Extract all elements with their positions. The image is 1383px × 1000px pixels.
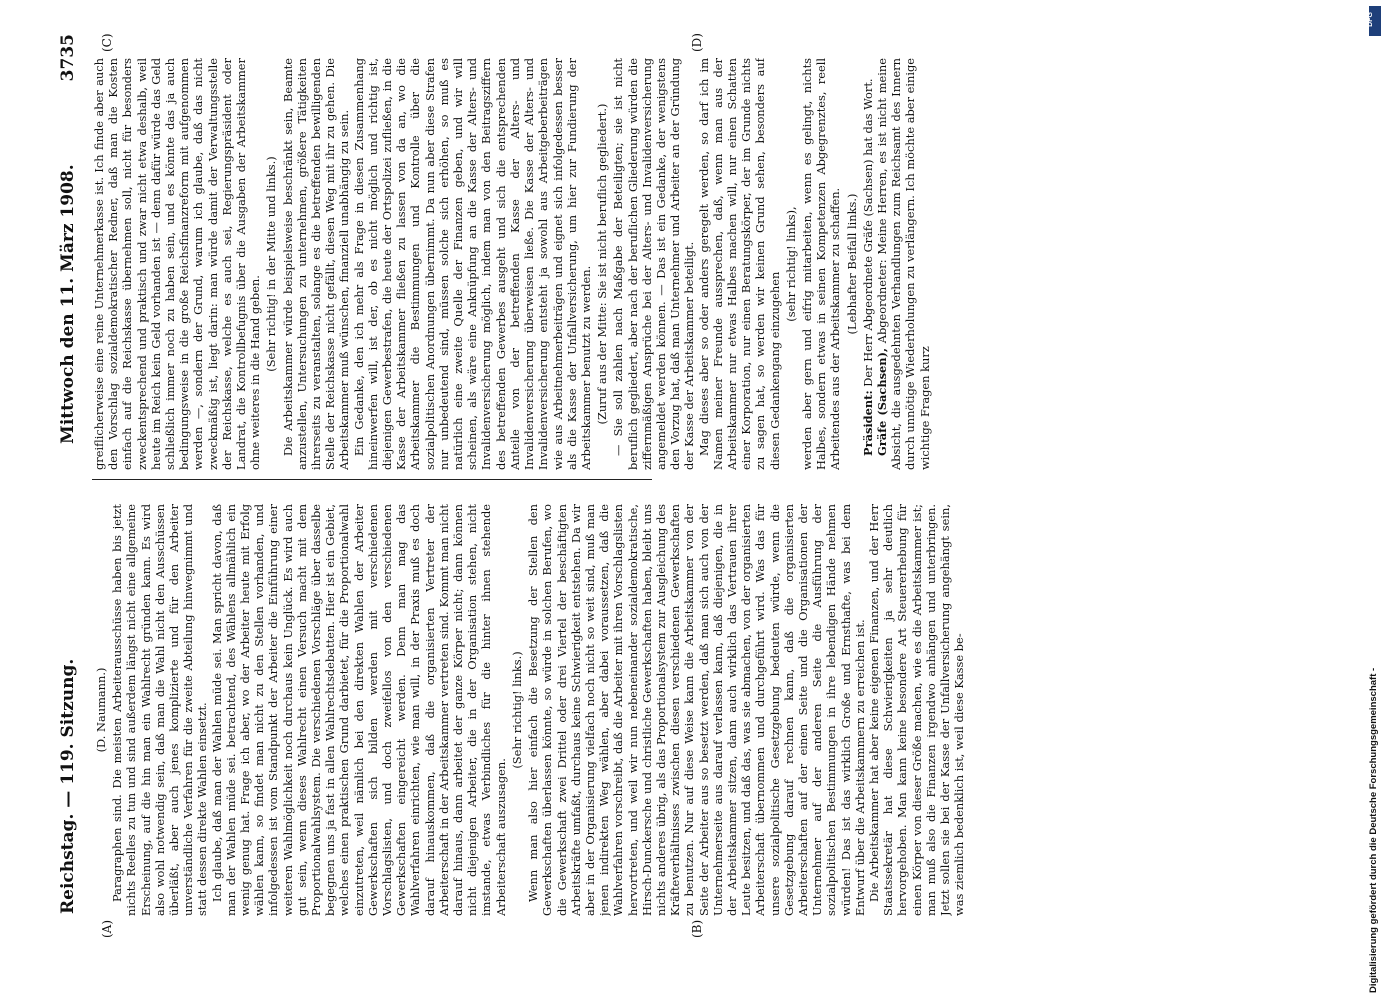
interjection: (sehr richtig! links),: [783, 206, 798, 322]
margin-marker-b: (B): [690, 919, 704, 938]
margin-marker-c: (C): [100, 33, 114, 52]
digitization-note-text: Digitalisierung gefördert durch die Deutsche Forschungsgemeinschaft -: [1368, 667, 1379, 993]
paragraph: werden aber gern und eifrig mitarbeiten, wenn es gelingt, nichts Halbes, sondern etwas in seinen Kompetenzen Abgegrenztes, reell Arbeitendes aus der Arbeitskammer zu schaffen.: [799, 58, 843, 470]
page-header: [58, 34, 86, 914]
dfg-logo-text: DFG: [1366, 12, 1374, 27]
left-column-text: [94, 504, 966, 916]
paragraph: — Sie soll zahlen nach Maßgabe der Beteiligten; sie ist nicht beruflich gegliedert, aber nach der beruflichen Gliederung würden die ziffernmäßigen Ansprüche bei der Alters- und Invalidenversicherung angemeldet werden können. — Das ist ein Gedanke, der wenigstens den Vorzug hat, daß man Unternehmer und Arbeiter an der Gründung der Kasse der Arbeitskammer beteiligt.: [611, 58, 697, 470]
paragraph: Die Arbeitskammer hat aber keine eigenen Finanzen, und der Herr Staatssekretär hat diese Schwierigkeiten ja sehr deutlich hervorgehoben. Man kann keine besondere Art Steuererhebung für einen Körper von dieser Größe machen, wie es die Arbeitskammer ist; man muß also die Finanzen irgendwo anhängen und unterbringen. Jetzt sollen sie bei der Kasse der Unfallversicherung angehängt sein, was ziemlich bedenklich ist, weil diese Kasse be-: [866, 504, 967, 916]
right-column: [92, 58, 1222, 470]
right-column-text: [92, 58, 932, 470]
margin-marker-d: (D): [690, 33, 704, 52]
interjection: (Lebhafter Beifall links.): [844, 193, 859, 335]
speaker-text: Abgeordneter: Meine Herren, es ist nicht meine Absicht, die ausgedehnten Verhandlungen zum Reichsamt des Innern durch unnötige Wiederholungen zu verlängern. Ich möchte aber einige wichtige Fragen kurz: [874, 58, 932, 470]
header-date: Mittwoch den 11. März 1908.: [58, 164, 78, 444]
president-paragraph: [861, 58, 875, 470]
header-page-number: 3735: [58, 34, 78, 82]
paragraph: Mag dieses aber so oder anders geregelt werden, so darf ich im Namen meiner Freunde aussprechen, daß, wenn man aus der Arbeitskammer nur etwas Halbes machen will, nur einen Schatten einer Korporation, nur einen Beratungskörper, der im Grunde nichts zu sagen hat, so werden wir keinen Grund sehen, besonders auf diesen Gedankengang einzugehen: [696, 58, 782, 470]
paragraph: Die Arbeitskammer würde beispielsweise beschränkt sein, Beamte anzustellen, Untersuchungen zu unternehmen, größere Tätigkeiten ihrerseits zu veranstalten, solange es die betreffenden bewilligenden Stelle der Reichskasse nicht gefällt, diesen Weg mit ihr zu gehen. Die Arbeitskammer muß wünschen, finanziell unabhängig zu sein.: [280, 58, 352, 470]
speaker-note: (D. Naumann.): [94, 667, 108, 753]
speaker-paragraph: [875, 58, 932, 470]
paragraph: greiflicherweise eine reine Unternehmerkasse ist. Ich finde aber auch den Vorschlag sozialdemokratischer Redner, daß man die Kosten einfach auf die Reichskasse übernehmen soll, nicht für besonders zweckentsprechend und praktisch und zwar nicht etwa deshalb, weil heute im Reich kein Geld vorhanden ist — denn dafür würde das Geld schließlich immer noch zu haben sein, und es könnte das ja auch bedingungsweise in die große Reichsfinanzreform mit aufgenommen werden —, sondern der Grund, warum ich glaube, daß das nicht zweckmäßig ist, liegt darin: man würde damit der Verwaltungsstelle der Reichskasse, welche es auch sei, Regierungspräsident oder Landrat, die Kontrollbefugnis über die Ausgaben der Arbeitskammer ohne weiteres in die Hand geben.: [92, 58, 263, 470]
left-column: [92, 504, 1222, 916]
speaker-label: Gräfe (Sachsen),: [874, 348, 889, 456]
header-session: Reichstag. — 119. Sitzung.: [58, 658, 78, 914]
president-label: Präsident:: [860, 390, 875, 456]
president-text: Der Herr Abgeordnete Gräfe (Sachsen) hat das Wort.: [860, 78, 875, 387]
interjection: (Sehr richtig! in der Mitte und links.): [264, 156, 279, 372]
paragraph: Ich glaube, daß man der Wahlen müde sei. Man spricht davon, daß man der Wahlen müde sei. betrachtend, des Wählens allmählich ein wenig genug hat. Frage ich aber, wo der Arbeiter heute mit Erfolg wählen kann, so findet man nicht zu den Stellen vorhanden, und infolgedessen ist vom Standpunkt der Arbeiter die Einführung einer weiteren Wahlmöglichkeit noch durchaus kein Unglück. Es wird auch gut sein, wenn dieses Wahlrecht einen Versuch macht mit dem Proportionalwahlsystem. Die verschiedenen Vorschläge über dasselbe begegnen uns ja fast in allen Wahlrechtsdebatten. Hier ist ein Gebiet, welches einen praktischen Grund darbietet, für die Proportionalwahl einzutreten, weil nämlich bei den direkten Wahlen der Arbeiter Gewerkschaften sich bilden werden mit verschiedenen Vorschlagslisten, und doch zweifellos von den verschiedenen Gewerkschaften eingereicht werden. Denn man mag das Wahlverfahren einrichten, wie man will, in der Praxis muß es doch darauf hinauskommen, daß die organisierten Vertreter der Arbeiterschaft in der Arbeitskammer vertreten sind. Kommt man nicht darauf hinaus, dann arbeitet der ganze Körper nicht; dann können nicht diejenigen Arbeiter, die in der Organisation stehen, nicht imstande, etwas Verbindliches für die hinter ihnen stehende Arbeiterschaft auszusagen.: [209, 504, 508, 916]
paragraph: Ein Gedanke, den ich mehr als Frage in diesen Zusammenhang hineinwerfen will, ist der, ob es nicht möglich und richtig ist, diejenigen Gewerbestrafen, die heute der Ortspolizei zufließen, in die Kasse der Arbeitskammer fließen zu lassen von da an, wo die Arbeitskammer die Bestimmungen und Kontrolle über die sozialpolitischen Anordnungen übernimmt. Da nun aber diese Strafen nur unbedeutend sind, müssen solche sich erhöhen, so muß es natürlich eine zweite Quelle der Finanzen geben, und wir will scheinen, als wäre eine Anknüpfung an die Kasse der Alters- und Invalidenversicherung möglich, indem man von den Beitragsziffern des betreffenden Gewerbes ausgeht und sich die entsprechenden Anteile von der betreffenden Kasse der Alters- und Invalidenversicherung überweisen ließe. Die Kasse der Alters- und Invalidenversicherung entsteht ja sowohl aus Arbeitgeberbeiträgen wie aus Arbeitnehmerbeiträgen und eignet sich infolgedessen besser als die Kasse der Unfallversicherung, um hier zur Fundierung der Arbeitskammer benutzt zu werden.: [351, 58, 593, 470]
column-divider: [92, 479, 652, 480]
paragraph: Wenn man also hier einfach die Besetzung der Stellen den Gewerkschaften überlassen könnte, so würde in solchen Berufen, wo die Gewerkschaft zwei Drittel oder drei Viertel der beschäftigten Arbeitskräfte umfaßt, durchaus keine Schwierigkeit entstehen. Da wir aber in der Organisierung vielfach noch nicht so weit sind, muß man jenen indirekten Weg wählen, aber dabei voraussetzen, daß die Wahlverfahren vorschreibt, daß die Arbeiter mit ihren Vorschlagslisten hervortreten, und weil wir nun nebeneinander sozialdemokratische, Hirsch-Dunckersche und christliche Gewerkschaften haben, bleibt uns nichts anderes übrig, als das Proportionalsystem zur Ausgleichung des Kräfteverhältnisses zwischen diesen verschiedenen Gewerkschaften zu benutzen. Nur auf diese Weise kann die Arbeitskammer von der Seite der Arbeiter aus so besetzt werden, daß man sich auch von der Unternehmerseite aus darauf verlassen kann, daß diejenigen, die in der Arbeitskammer sitzen, dann auch wirklich das Vertrauen ihrer Leute besitzen, und daß das, was sie abmachen, von der organisierten Arbeiterschaft übernommen und durchgeführt wird. Was das für unsere sozialpolitische Gesetzgebung bedeuten würde, wenn die Gesetzgebung darauf rechnen kann, daß die organisierten Arbeiterschaften auf der einen Seite und die Organisationen der Unternehmer auf der anderen Seite die Ausführung der sozialpolitischen Bestimmungen in ihre lebendigen Hände nehmen würden! Das ist das wirklich Große und Ernsthafte, was bei dem Entwurf über die Arbeitskammern zu erreichen ist.: [526, 504, 867, 916]
interjection: (Zuruf aus der Mitte: Sie ist nicht beruflich gegliedert.): [595, 103, 610, 425]
paragraph: Paragraphen sind. Die meisten Arbeiterausschüsse haben bis jetzt nichts Reelles zu tun und sind außerdem längst nicht eine allgemeine Erscheinung, auf die hin man ein Wahlrecht gründen kann. Es wird also wohl notwendig sein, daß man die Wahl nicht den Ausschüssen überläßt, aber auch jenes komplizierte und für den Arbeiter unverständliche Verfahren für die zweite Abteilung hinwegnimmt und statt dessen direkte Wahlen einsetzt.: [110, 504, 210, 916]
interjection: (Sehr richtig! links.): [509, 651, 524, 769]
margin-marker-a: (A): [100, 919, 114, 938]
digitization-note: [1368, 8, 1382, 998]
